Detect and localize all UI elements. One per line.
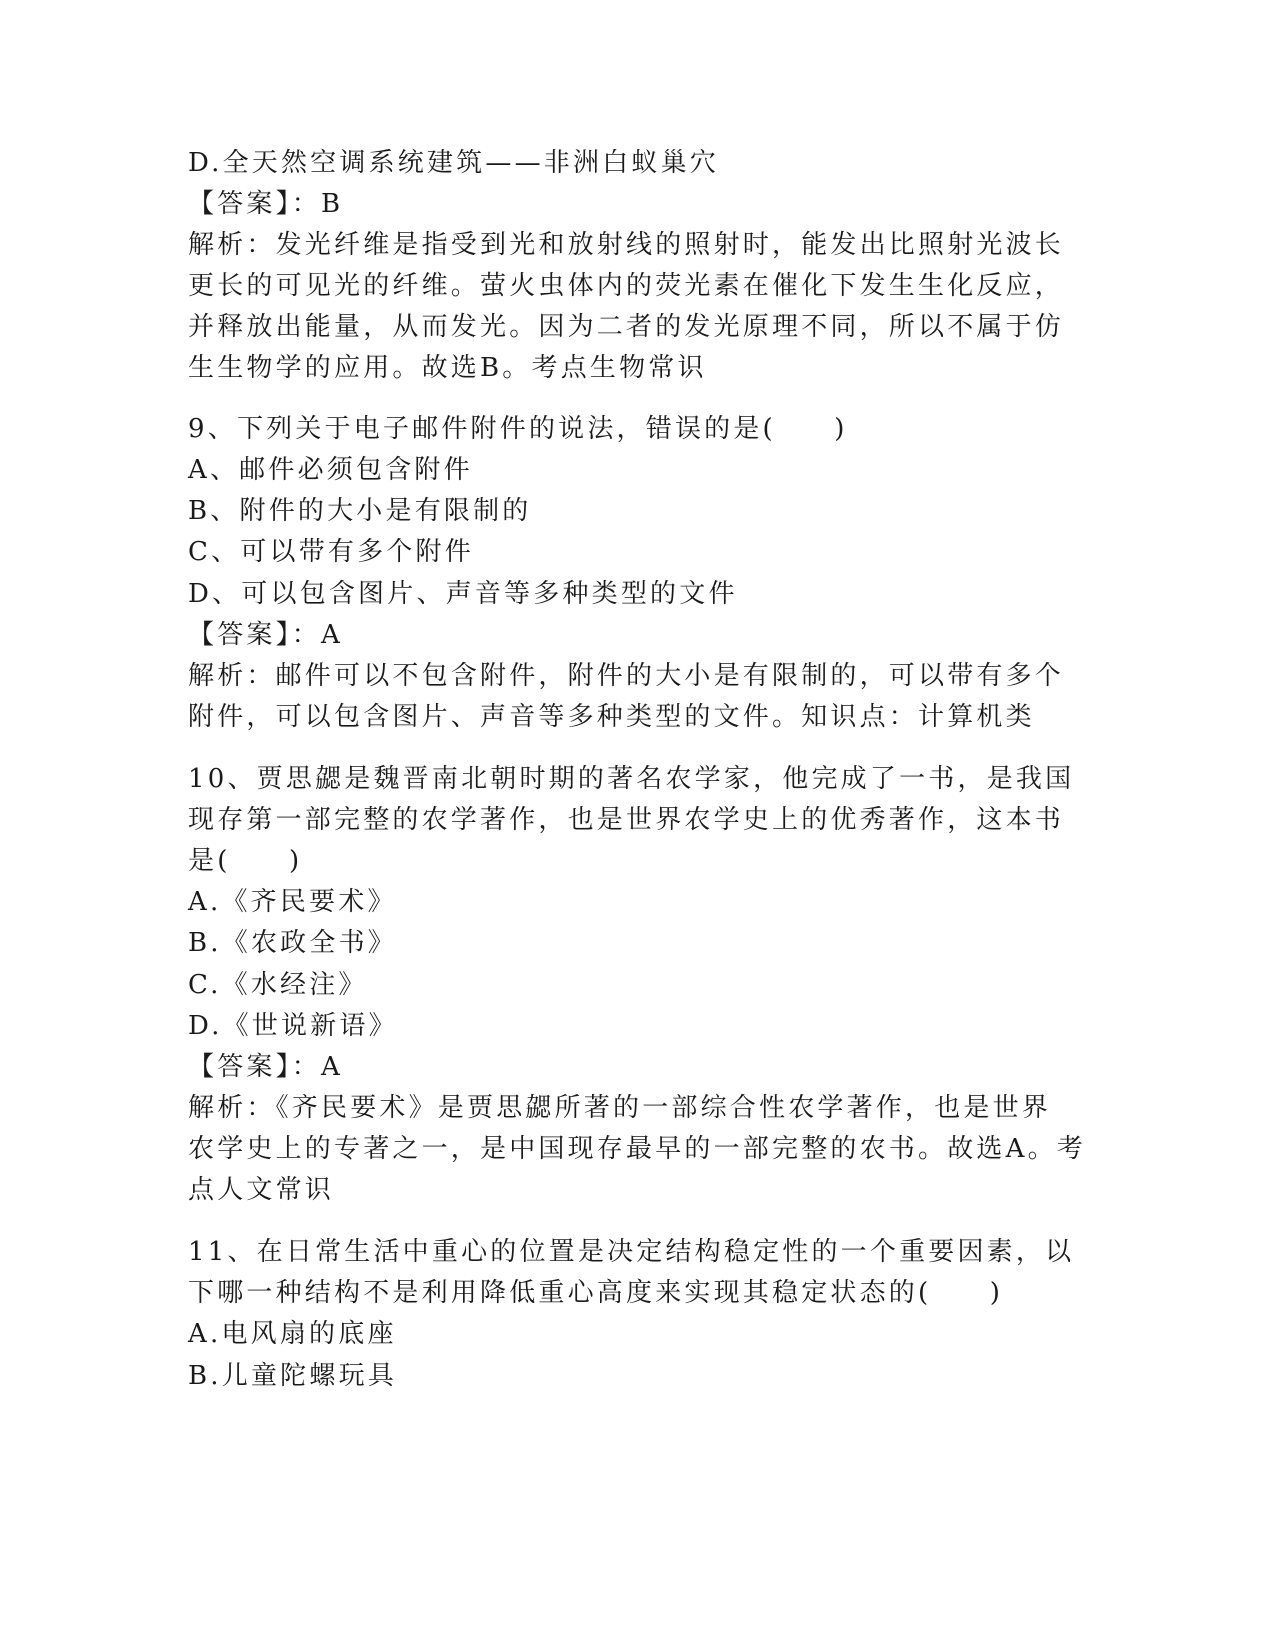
q9-answer: 【答案】：A	[188, 620, 343, 650]
q11-option-b: B.儿童陀螺玩具	[188, 1361, 397, 1391]
q8-explanation-line-4: 生生物学的应用。故选B。考点生物常识	[188, 353, 707, 383]
q10-stem-line-2: 现存第一部完整的农学著作，也是世界农学史上的优秀著作，这本书	[188, 805, 1065, 835]
q8-option-d: D.全天然空调系统建筑——非洲白蚁巢穴	[188, 148, 719, 178]
q8-answer: 【答案】：B	[188, 189, 344, 219]
q10-answer: 【答案】：A	[188, 1052, 343, 1082]
q9-option-a: A、邮件必须包含附件	[188, 455, 473, 485]
q9-stem: 9、下列关于电子邮件附件的说法，错误的是( )	[188, 414, 848, 444]
q8-explanation-line-2: 更长的可见光的纤维。萤火虫体内的荧光素在催化下发生生化反应，	[188, 271, 1065, 301]
q9-option-c: C、可以带有多个附件	[188, 537, 474, 567]
q11-option-a: A.电风扇的底座	[188, 1319, 397, 1349]
q9-explanation-line-1: 解析：邮件可以不包含附件，附件的大小是有限制的，可以带有多个	[188, 661, 1065, 691]
q8-explanation-line-1: 解析：发光纤维是指受到光和放射线的照射时，能发出比照射光波长	[188, 230, 1065, 260]
q11-stem-line-2: 下哪一种结构不是利用降低重心高度来实现其稳定状态的( )	[188, 1278, 1004, 1308]
q11-stem-line-1: 11、在日常生活中重心的位置是决定结构稳定性的一个重要因素，以	[188, 1237, 1075, 1267]
q10-explanation-line-3: 点人文常识	[188, 1175, 335, 1205]
q9-option-d: D、可以包含图片、声音等多种类型的文件	[188, 579, 738, 609]
q10-stem-line-3: 是( )	[188, 846, 303, 876]
q10-option-a: A.《齐民要术》	[188, 887, 397, 917]
q9-option-b: B、附件的大小是有限制的	[188, 496, 532, 526]
q10-explanation-line-1: 解析：《齐民要术》是贾思勰所著的一部综合性农学著作，也是世界	[188, 1093, 1052, 1123]
q10-option-c: C.《水经注》	[188, 970, 368, 1000]
q8-explanation-line-3: 并释放出能量，从而发光。因为二者的发光原理不同，所以不属于仿	[188, 312, 1065, 342]
q10-stem-line-1: 10、贾思勰是魏晋南北朝时期的著名农学家，他完成了一书，是我国	[188, 764, 1075, 794]
q10-explanation-line-2: 农学史上的专著之一，是中国现存最早的一部完整的农书。故选A。考	[188, 1134, 1086, 1164]
q10-option-d: D.《世说新语》	[188, 1011, 398, 1041]
q10-option-b: B.《农政全书》	[188, 928, 397, 958]
q9-explanation-line-2: 附件，可以包含图片、声音等多种类型的文件。知识点：计算机类	[188, 702, 1035, 732]
